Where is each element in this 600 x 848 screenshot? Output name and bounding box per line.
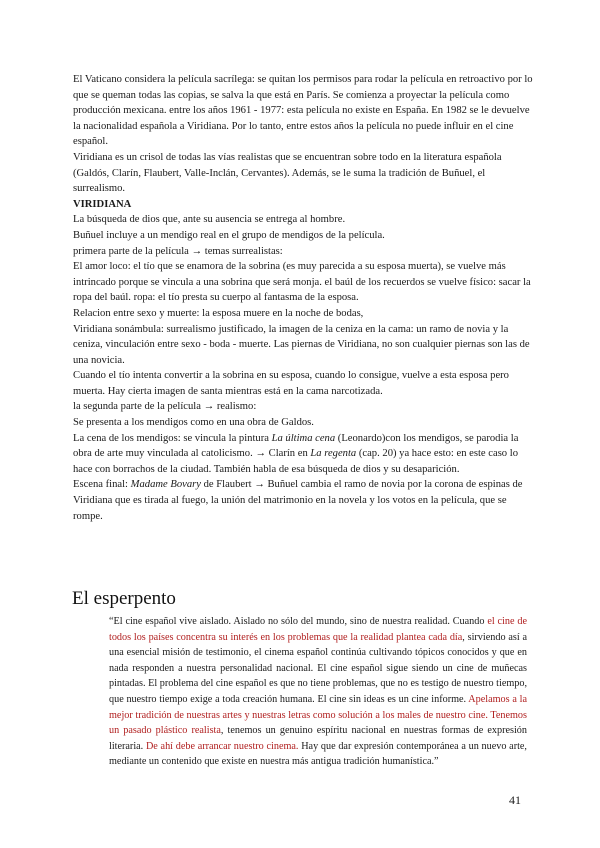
cena-title-ultima-cena: La última cena <box>271 432 336 444</box>
page-number: 41 <box>509 793 521 807</box>
escena-text-2: de Flaubert → Buñuel cambia el ramo de novia por la corona de espinas de Viridiana que es tirada al fuego, la unión del matrimonio en la novela y los votos en la película, que se rompe. <box>73 479 523 522</box>
cena-text-2: (Leonardo)con los mendigos, se parodia la obra de arte muy vinculada al catolicismo. → Clarín en <box>73 432 519 460</box>
escena-title-bovary: Madame Bovary <box>130 479 201 491</box>
line-mendigo: Buñuel incluye a un mendigo real en el grupo de mendigos de la película. <box>73 229 385 241</box>
paragraph-crisol: Viridiana es un crisol de todas las vías realistas que se encuentran sobre todo en la literatura española (Galdós, Clarín, Flaubert, Valle-Inclán, Cervantes). Además, se le suma la tradición de Buñuel, el surrealismo. <box>73 151 502 195</box>
line-cena <box>73 431 533 478</box>
quote-part-1: “El cine español vive aislado. Aislado no sólo del mundo, sino de nuestra realidad. Cuando <box>109 616 488 627</box>
line-galdos: Se presenta a los mendigos como en una obra de Galdos. <box>73 417 314 429</box>
line-tio-intenta: Cuando el tío intenta convertir a la sobrina en su esposa, cuando lo consigue, vuelve a esta esposa pero muerta. Hay cierta imagen de santa mientras está en la cama narcotizada. <box>73 370 509 397</box>
body-text <box>73 72 533 524</box>
line-sonambula: Viridiana sonámbula: surrealismo justificado, la imagen de la ceniza en la cama: un ramo de novia y la ceniza, vinculación entre sexo - boda - muerte. Las piernas de Viridiana, no son cualquier piernas son las de una novicia. <box>73 323 530 366</box>
cena-text-1: La cena de los mendigos: se vincula la pintura <box>73 432 272 444</box>
line-busqueda: La búsqueda de dios que, ante su ausencia se entrega al hombre. <box>73 214 346 226</box>
quote-highlight-1: el cine de todos los países concentra su interés en los problemas que la realidad plantea cada día <box>109 616 527 643</box>
quote-block <box>109 614 527 770</box>
line-sexo-muerte: Relacion entre sexo y muerte: la esposa muere en la noche de bodas, <box>73 307 364 319</box>
cena-text-3: (cap. 20) ya hace esto: en este caso lo hace con borrachos de la ciudad. También habla de esa búsqueda de dios y su desaparición. <box>73 448 518 475</box>
escena-text-1: Escena final: <box>73 479 131 491</box>
cena-title-regenta: La regenta <box>310 448 357 460</box>
quote-highlight-2: Apelamos a la mejor tradición de nuestras artes y nuestras letras como solución a los males de nuestro cine. Tenemos un pasado plástico realista <box>109 693 527 737</box>
quote-part-2: , sirviendo así a una esencial misión de testimonio, el cinema español continúa cultivando tópicos conocidos y que en nada responden a nuestra personalidad nacional. El cine español sigue siendo un cine de muñecas pintadas. El problema del cine español es que no tiene problemas, que no es testigo de nuestro tiempo, que nuestro tiempo exige a toda creación humana. El cine sin ideas es un cine informe. <box>109 631 527 705</box>
quote-part-4: Hay que dar expresión contemporánea a un nuevo arte, mediante un contenido que existe en nuestra más antigua tradición humanística.” <box>109 740 527 768</box>
viridiana-heading: VIRIDIANA <box>73 198 132 210</box>
line-segunda-parte: la segunda parte de la película → realismo: <box>73 401 257 413</box>
quote-part-3: , tenemos un genuino espíritu nacional en nuestras formas de expresión literaria. <box>109 725 527 752</box>
quote-highlight-3: De ahí debe arrancar nuestro cinema. <box>145 740 299 752</box>
section-title: El esperpento <box>72 588 176 609</box>
line-amor-loco: El amor loco: el tío que se enamora de la sobrina (es muy parecida a su esposa muerta), se vuelve más intrincado porque se vincula a una sobrina que será monja. el baúl de los recuerdos se vuelve físico: sacar la ropa del baúl. ropa: el tío presta su cuerpo al fantasma de la esposa. <box>73 261 531 304</box>
line-escena-final <box>73 477 533 524</box>
paragraph-vaticano: El Vaticano considera la película sacrílega: se quitan los permisos para rodar la película en retroactivo por lo que se queman todas las copias, se salva la que está en París. Se comienza a proyectar la película como producción mexicana. entre los años 1961 - 1977: esta película no existe en España. En 1982 se le devuelve la nacionalidad española a Viridiana. Por lo tanto, entre estos años la película no puede influir en el cine español. <box>73 74 533 148</box>
line-primera-parte: primera parte de la película → temas surrealistas: <box>73 245 283 257</box>
